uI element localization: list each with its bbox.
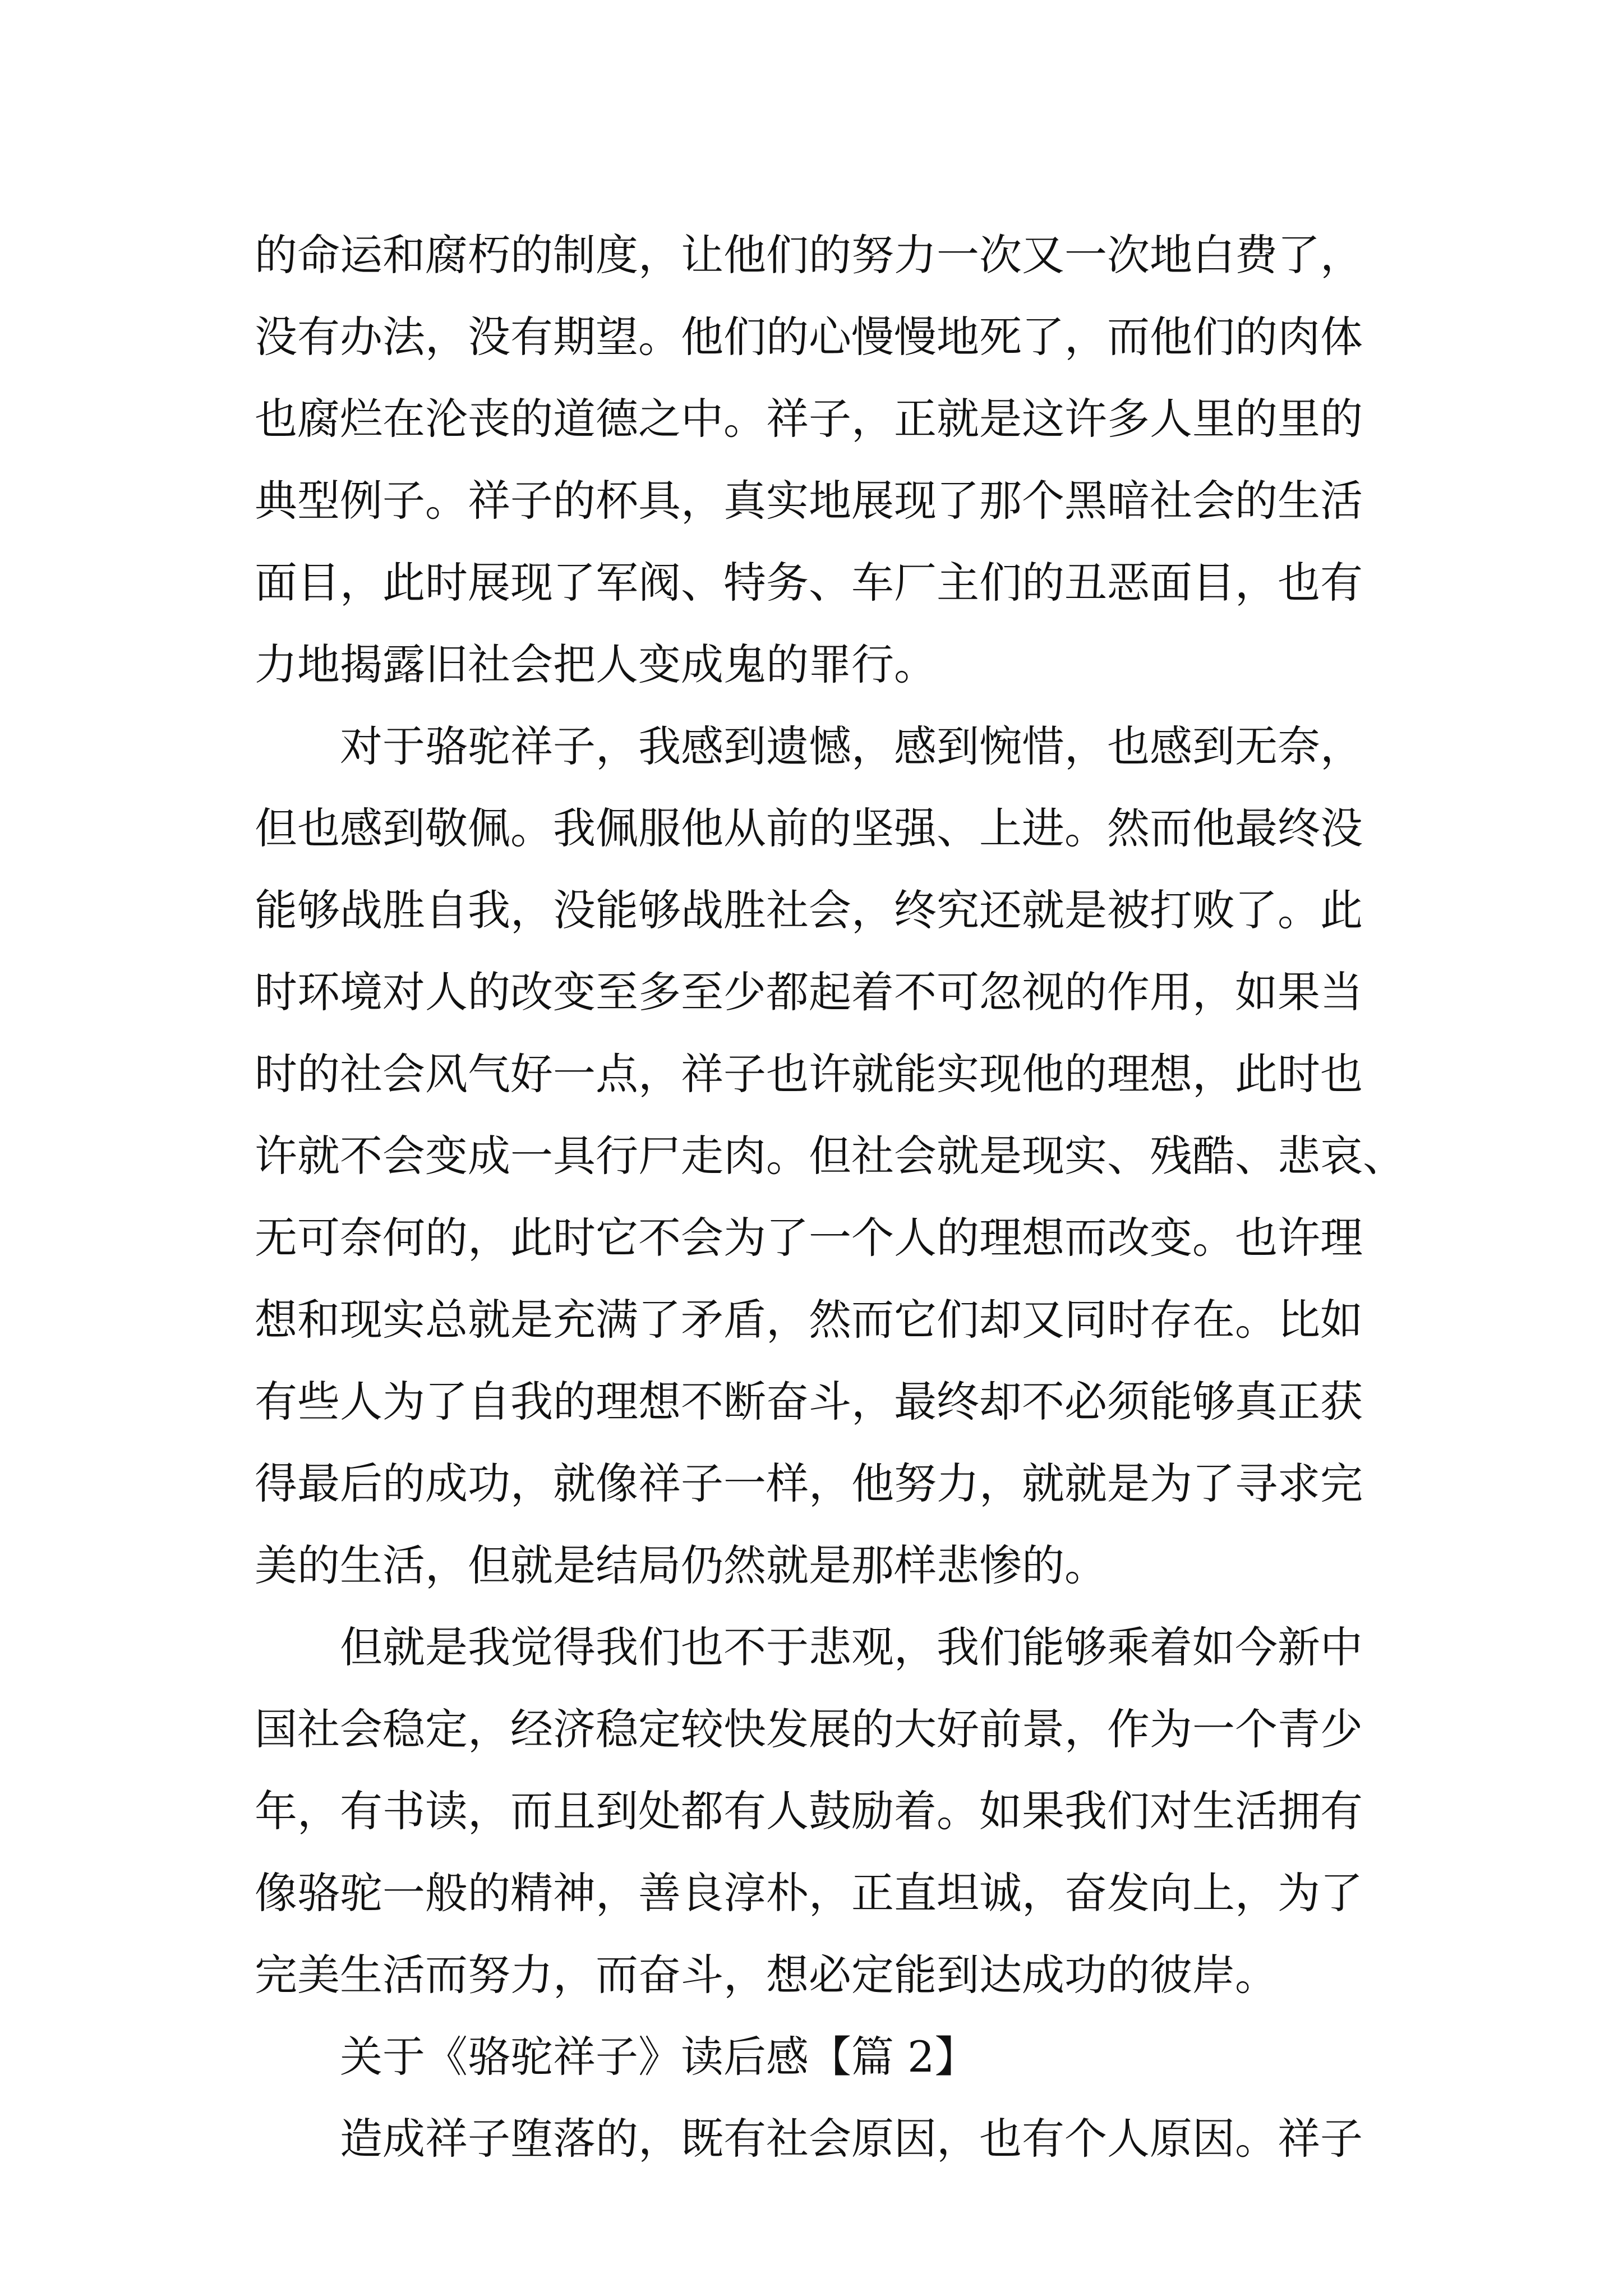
text-line: 对于骆驼祥子，我感到遗憾，感到惋惜，也感到无奈，	[340, 721, 1363, 771]
text-line: 的命运和腐朽的制度，让他们的努力一次又一次地白费了，	[255, 230, 1363, 280]
text-line: 时的社会风气好一点，祥子也许就能实现他的理想，此时也	[255, 1049, 1363, 1099]
text-line: 没有办法，没有期望。他们的心慢慢地死了，而他们的肉体	[255, 312, 1363, 362]
text-line: 时环境对人的改变至多至少都起着不可忽视的作用，如果当	[255, 967, 1363, 1017]
text-line: 有些人为了自我的理想不断奋斗，最终却不必须能够真正获	[255, 1377, 1363, 1427]
text-line: 国社会稳定，经济稳定较快发展的大好前景，作为一个青少	[255, 1704, 1363, 1754]
body-text	[255, 214, 1405, 2180]
text-line: 无可奈何的，此时它不会为了一个人的理想而改变。也许理	[255, 1213, 1363, 1263]
text-line: 许就不会变成一具行尸走肉。但社会就是现实、残酷、悲哀、	[255, 1131, 1405, 1181]
text-line: 也腐烂在沦丧的道德之中。祥子，正就是这许多人里的里的	[255, 394, 1363, 444]
text-line: 典型例子。祥子的杯具，真实地展现了那个黑暗社会的生活	[255, 476, 1363, 526]
text-line: 但也感到敬佩。我佩服他从前的坚强、上进。然而他最终没	[255, 803, 1363, 853]
text-line: 想和现实总就是充满了矛盾，然而它们却又同时存在。比如	[255, 1295, 1363, 1345]
text-line: 能够战胜自我，没能够战胜社会，终究还就是被打败了。此	[255, 885, 1363, 935]
text-line: 造成祥子堕落的，既有社会原因，也有个人原因。祥子	[340, 2114, 1363, 2164]
text-line: 年，有书读，而且到处都有人鼓励着。如果我们对生活拥有	[255, 1786, 1363, 1836]
text-line: 像骆驼一般的精神，善良淳朴，正直坦诚，奋发向上，为了	[255, 1868, 1363, 1918]
section-heading: 关于《骆驼祥子》读后感【篇 2】	[340, 2032, 978, 2082]
text-line: 但就是我觉得我们也不于悲观，我们能够乘着如今新中	[340, 1622, 1363, 1672]
text-line: 力地揭露旧社会把人变成鬼的罪行。	[255, 639, 937, 689]
text-line: 美的生活，但就是结局仍然就是那样悲惨的。	[255, 1540, 1107, 1590]
text-line: 得最后的成功，就像祥子一样，他努力，就就是为了寻求完	[255, 1458, 1363, 1508]
text-line: 面目，此时展现了军阀、特务、车厂主们的丑恶面目，也有	[255, 558, 1363, 608]
text-line: 完美生活而努力，而奋斗，想必定能到达成功的彼岸。	[255, 1950, 1278, 2000]
